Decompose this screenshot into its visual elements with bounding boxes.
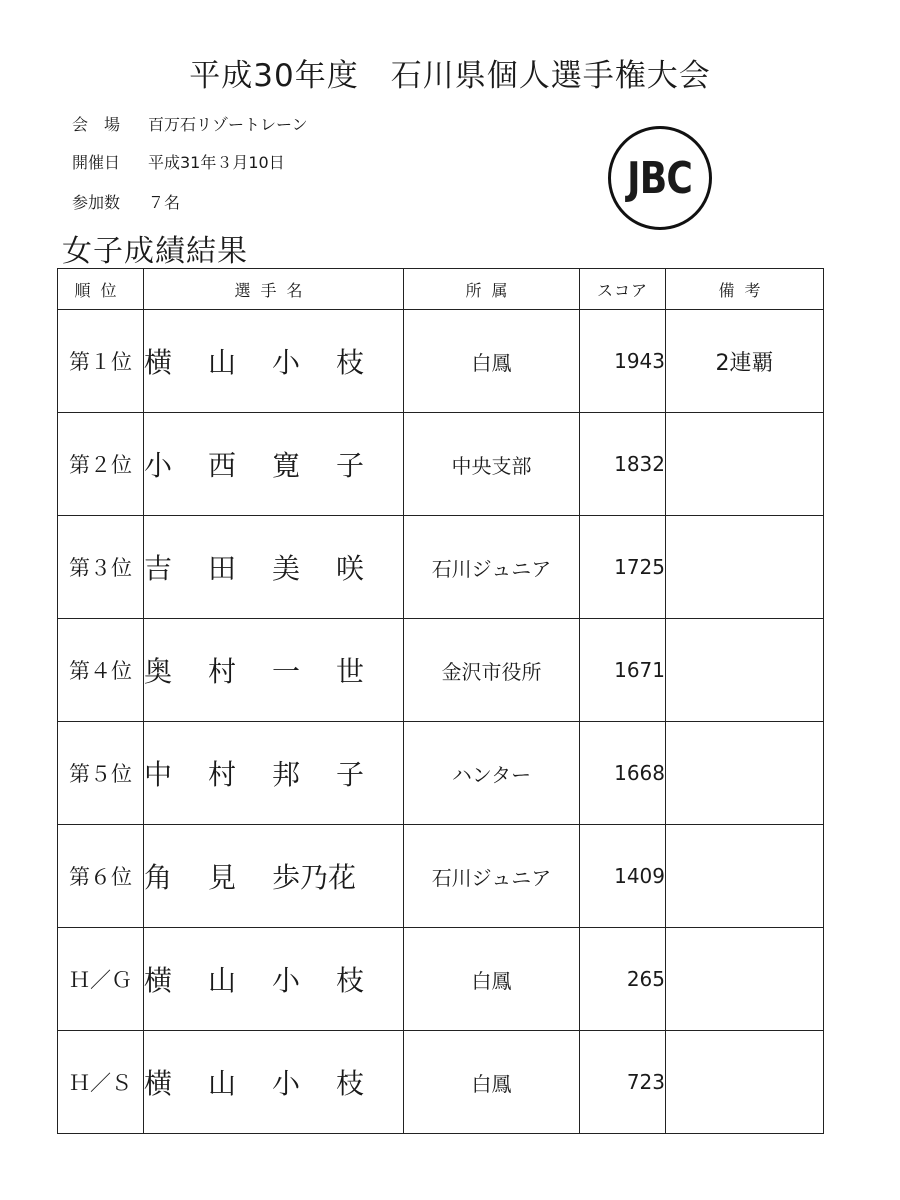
player-name-cell [144,1031,404,1134]
player-name-part: 角 [144,861,173,894]
note-cell [666,1031,824,1134]
rank-cell: 第５位 [58,722,144,825]
player-name-part: 咲 [336,552,365,585]
player-name [144,650,403,690]
player-name [144,444,403,484]
participants-label: 参加数 [72,193,121,212]
date-line [72,150,285,173]
player-name-part: 見 [208,861,237,894]
player-name-part: 小 [144,449,173,482]
player-name-cell [144,310,404,413]
rank-cell: Ｈ／Ｓ [58,1031,144,1134]
note-cell [666,516,824,619]
player-name-part: 田 [208,552,237,585]
player-name-cell [144,516,404,619]
rank-cell: Ｈ／Ｇ [58,928,144,1031]
affiliation-cell: ハンター [404,722,580,825]
player-name-part: 山 [208,964,237,997]
player-name [144,341,403,381]
header-score: スコア [580,269,666,310]
player-name-part: 奥 [144,655,173,688]
table-row [58,619,824,722]
player-name-part: 歩乃花 [272,861,357,894]
score-cell: 1409 [580,825,666,928]
affiliation-cell: 中央支部 [404,413,580,516]
table-row [58,516,824,619]
player-name-part: 小 [272,346,301,379]
table-header-row [58,269,824,310]
player-name-part: 村 [208,758,237,791]
venue-line [72,112,308,135]
table-row [58,1031,824,1134]
rank-cell: 第６位 [58,825,144,928]
rank-cell: 第２位 [58,413,144,516]
score-cell: 723 [580,1031,666,1134]
player-name-cell [144,722,404,825]
header-rank: 順位 [58,269,144,310]
player-name-part: 一 [272,655,301,688]
note-cell [666,413,824,516]
note-cell [666,825,824,928]
player-name-part: 美 [272,552,301,585]
table-row [58,310,824,413]
rank-cell: 第４位 [58,619,144,722]
player-name-part: 枝 [336,964,365,997]
header-note: 備考 [666,269,824,310]
jbc-logo [608,126,712,230]
results-body [58,310,824,1134]
rank-cell: 第３位 [58,516,144,619]
player-name [144,856,403,896]
document-title: 平成30年度 石川県個人選手権大会 [189,58,711,94]
player-name [144,959,403,999]
affiliation-cell: 白鳳 [404,1031,580,1134]
score-cell: 265 [580,928,666,1031]
jbc-logo-text: JBC [627,152,693,204]
player-name-part: 山 [208,1067,237,1100]
player-name-part: 村 [208,655,237,688]
player-name-part: 西 [208,449,237,482]
note-cell [666,722,824,825]
affiliation-cell: 白鳳 [404,928,580,1031]
player-name-part: 中 [144,758,173,791]
affiliation-cell: 石川ジュニア [404,825,580,928]
score-cell: 1668 [580,722,666,825]
player-name-part: 子 [336,758,365,791]
player-name-part: 横 [144,964,173,997]
affiliation-cell: 金沢市役所 [404,619,580,722]
note-cell [666,619,824,722]
affiliation-cell: 石川ジュニア [404,516,580,619]
player-name-part: 小 [272,964,301,997]
table-row [58,413,824,516]
header-name: 選手名 [144,269,404,310]
date-value: 平成31年３月10日 [148,153,285,172]
results-table [57,268,824,1134]
score-cell: 1671 [580,619,666,722]
table-row [58,928,824,1031]
player-name-cell [144,928,404,1031]
affiliation-cell: 白鳳 [404,310,580,413]
player-name-part: 世 [336,655,365,688]
player-name [144,1062,403,1102]
player-name-part: 子 [336,449,365,482]
score-cell: 1725 [580,516,666,619]
player-name-part: 横 [144,346,173,379]
player-name-part: 寛 [272,449,301,482]
player-name-part: 小 [272,1067,301,1100]
rank-cell: 第１位 [58,310,144,413]
section-title: 女子成績結果 [62,234,248,269]
note-cell [666,928,824,1031]
table-row [58,825,824,928]
player-name-part: 横 [144,1067,173,1100]
player-name [144,547,403,587]
player-name-cell [144,413,404,516]
participants-line [72,190,180,213]
player-name-cell [144,619,404,722]
score-cell: 1943 [580,310,666,413]
table-row [58,722,824,825]
player-name-cell [144,825,404,928]
player-name-part: 山 [208,346,237,379]
venue-value: 百万石リゾートレーン [148,115,308,134]
date-label: 開催日 [72,153,121,172]
player-name-part: 枝 [336,1067,365,1100]
venue-label: 会 場 [72,115,121,134]
player-name [144,753,403,793]
player-name-part: 枝 [336,346,365,379]
player-name-part: 吉 [144,552,173,585]
note-cell: 2連覇 [666,310,824,413]
header-affiliation: 所属 [404,269,580,310]
score-cell: 1832 [580,413,666,516]
participants-value: ７名 [148,193,181,212]
player-name-part: 邦 [272,758,301,791]
